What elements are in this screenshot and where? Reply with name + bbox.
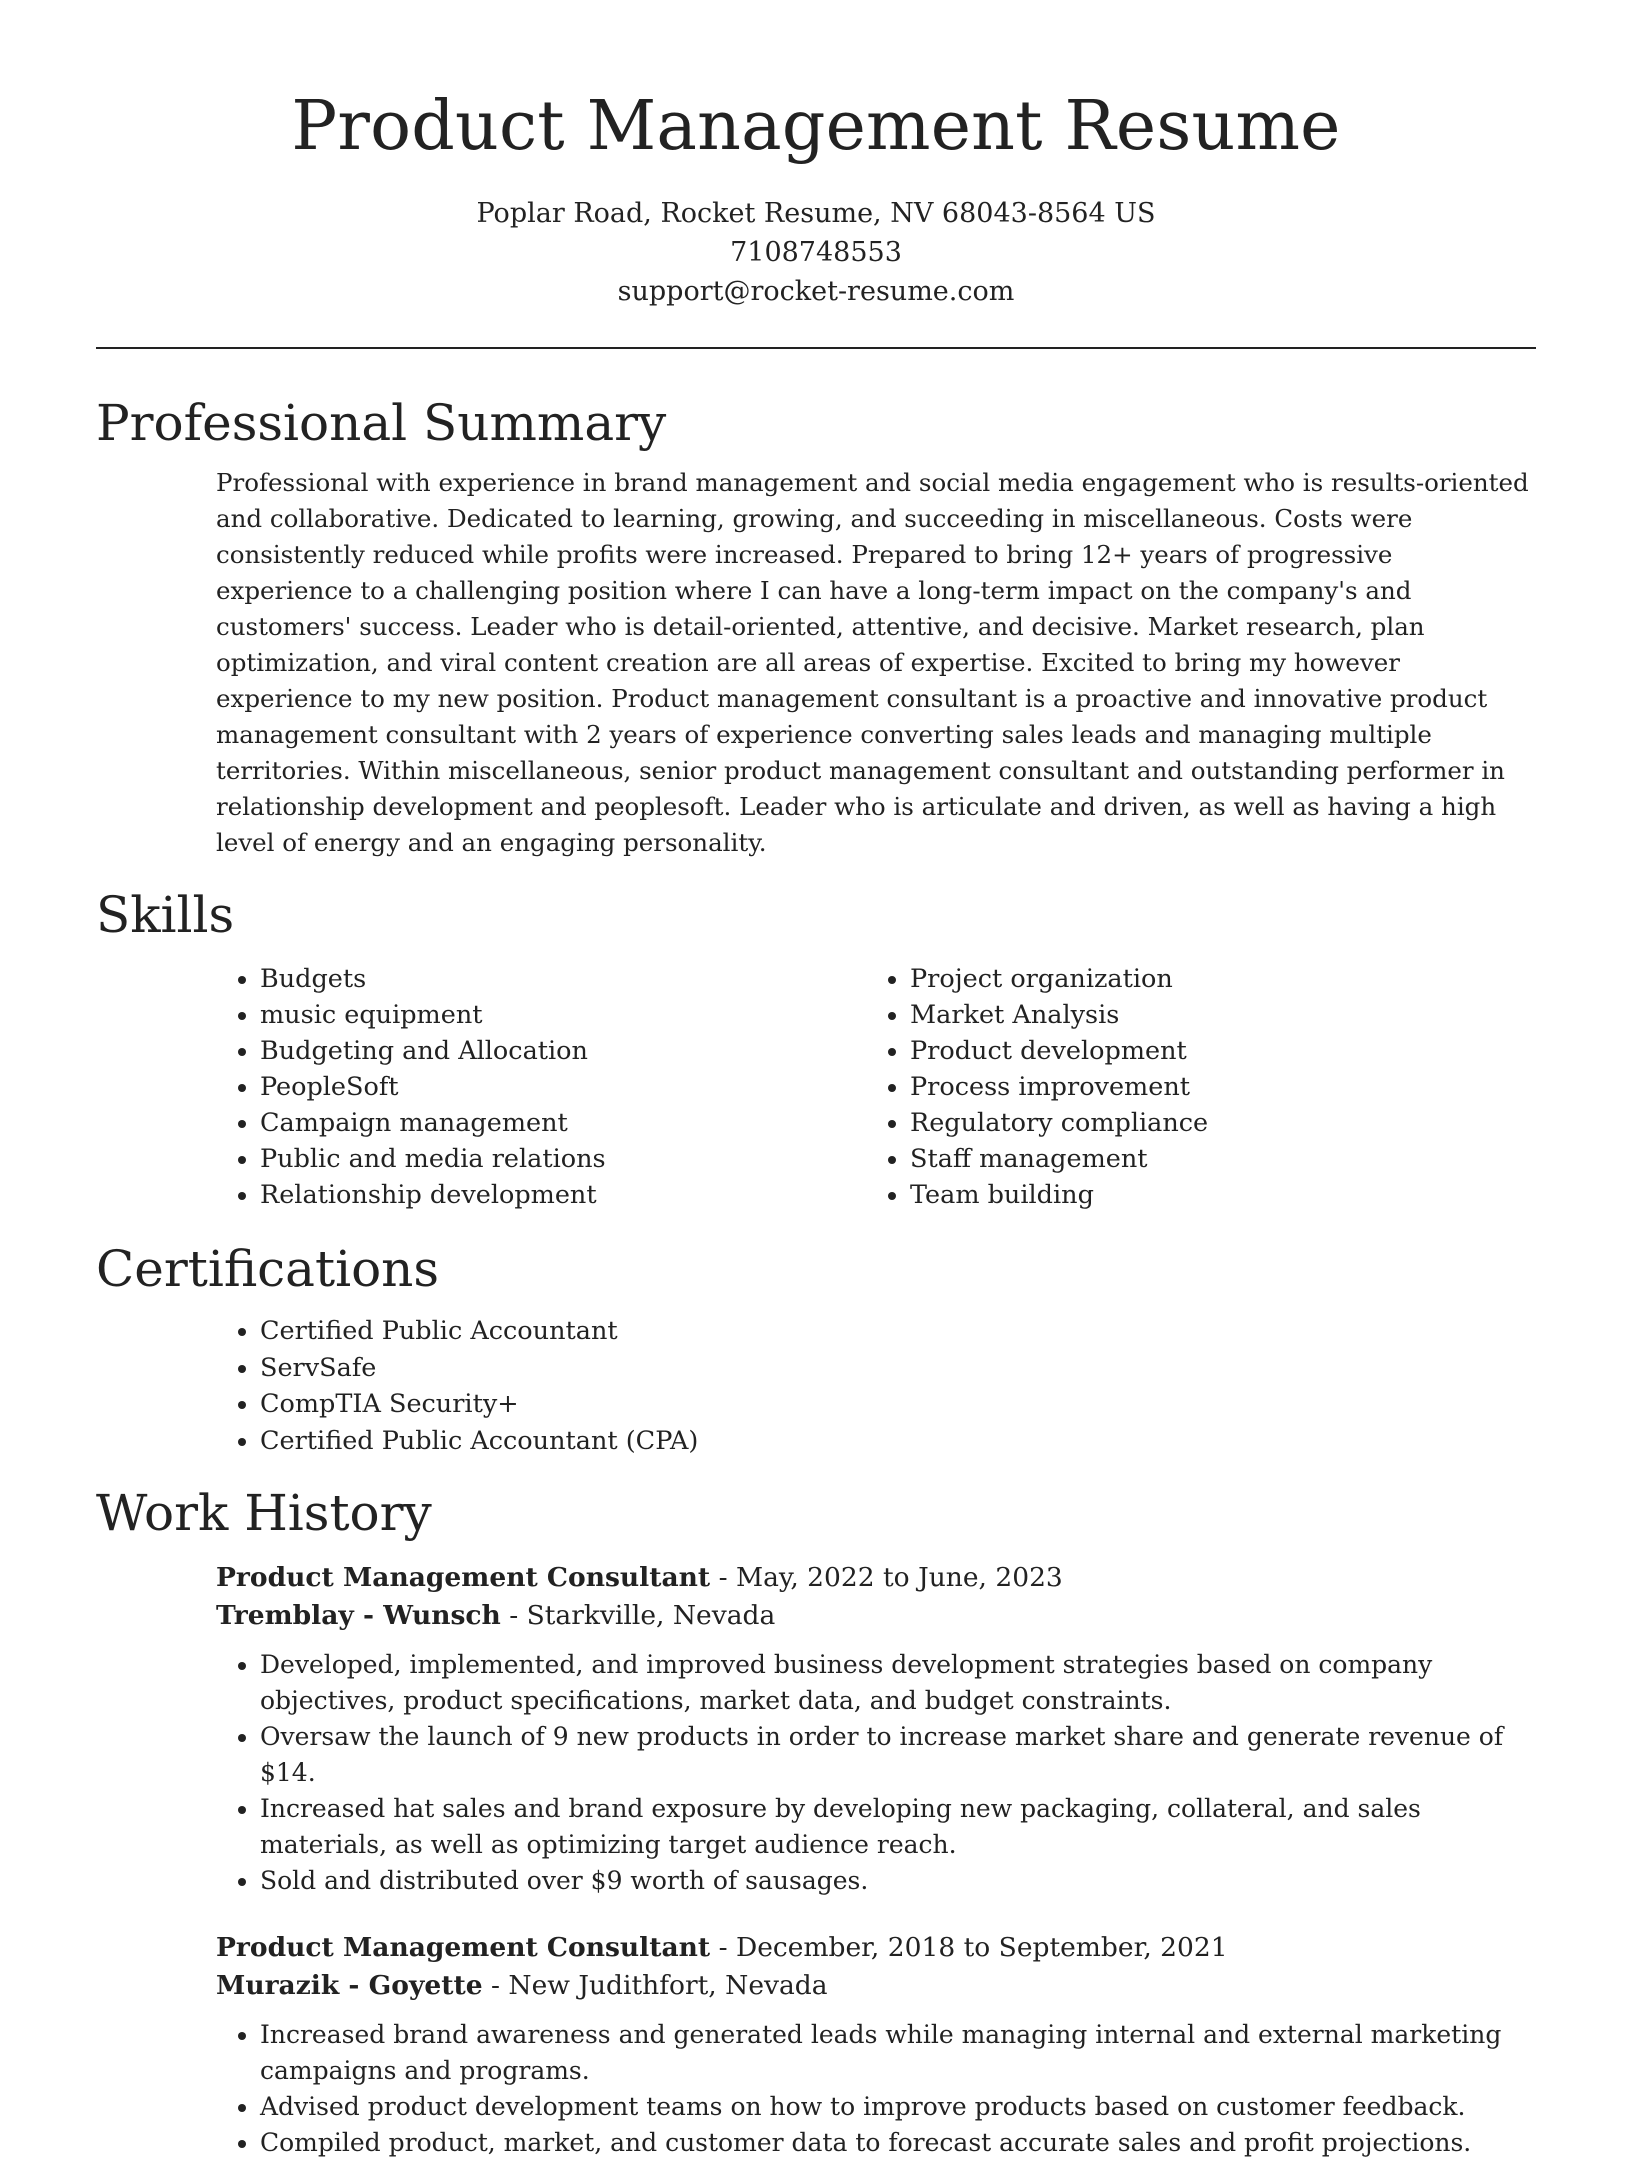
job-company: Murazik - Goyette: [216, 1970, 483, 2001]
job-bullet: • Increased hat sales and brand exposure by developing new packaging, collateral, and sales materials, as well as optimizing target audience reach.: [260, 1791, 1536, 1863]
job-entry: [216, 1559, 1536, 1899]
skill-item: • Market Analysis: [910, 997, 1396, 1033]
skills-columns: [96, 961, 1536, 1213]
skill-item: • Team building: [910, 1177, 1396, 1213]
job-bullet: • Advised product development teams on how to improve products based on customer feedback.: [260, 2089, 1536, 2125]
skill-item: • Public and media relations: [260, 1141, 746, 1177]
skill-item: • music equipment: [260, 997, 746, 1033]
resume-header: [96, 0, 1536, 311]
skills-section: [96, 883, 1536, 1213]
resume-title: Product Management Resume: [291, 87, 1341, 166]
job-dates: - December, 2018 to September, 2021: [710, 1932, 1228, 1963]
contact-block: [96, 194, 1536, 311]
certification-item: • Certified Public Accountant (CPA): [260, 1423, 1536, 1460]
skill-item: • Budgets: [260, 961, 746, 997]
job-bullet: • Compiled product, market, and customer data to forecast accurate sales and profit projections.: [260, 2125, 1536, 2161]
certification-item: • ServSafe: [260, 1350, 1536, 1387]
skill-item: • Product development: [910, 1033, 1396, 1069]
job-bullets: [216, 1647, 1536, 1899]
job-entry: [216, 1929, 1536, 2161]
job-title: Product Management Consultant: [216, 1932, 711, 1963]
certification-item: • Certified Public Accountant: [260, 1313, 1536, 1350]
work-history-heading: Work History: [96, 1484, 432, 1542]
certifications-list: [96, 1313, 1536, 1459]
skills-list-right: [746, 961, 1396, 1213]
certifications-heading: Certifications: [96, 1240, 440, 1298]
skill-item: • Regulatory compliance: [910, 1105, 1396, 1141]
skills-heading: Skills: [96, 886, 235, 944]
skill-item: • Campaign management: [260, 1105, 746, 1141]
job-bullets: [216, 2017, 1536, 2161]
skill-item: • Staff management: [910, 1141, 1396, 1177]
summary-section: [96, 391, 1536, 861]
summary-text: Professional with experience in brand management and social media engagement who is results-oriented and collaborative. Dedicated to learning, growing, and succeeding in miscellaneous. Costs were consistently reduced while profits were increased. Prepared to bring 12+ years of progressive experience to a challenging position where I can have a long-term impact on the company's and customers' success. Leader who is detail-oriented, attentive, and decisive. Market research, plan optimization, and viral content creation are all areas of expertise. Excited to bring my however experience to my new position. Product management consultant is a proactive and innovative product management consultant with 2 years of experience converting sales leads and managing multiple territories. Within miscellaneous, senior product management consultant and outstanding performer in relationship development and peoplesoft. Leader who is articulate and driven, as well as having a high level of energy and an engaging personality.: [216, 468, 1529, 857]
job-bullet: • Sold and distributed over $9 worth of sausages.: [260, 1863, 1536, 1899]
job-bullet: • Oversaw the launch of 9 new products in order to increase market share and generate revenue of $14.: [260, 1719, 1536, 1791]
skill-item: • Process improvement: [910, 1069, 1396, 1105]
contact-address: Poplar Road, Rocket Resume, NV 68043-8564 US: [476, 198, 1156, 229]
contact-email: support@rocket-resume.com: [617, 276, 1015, 307]
work-history-section: [96, 1481, 1536, 2161]
skill-item: • Relationship development: [260, 1177, 746, 1213]
job-title-line: [216, 1559, 1536, 1597]
resume-page: [96, 0, 1536, 2161]
job-dates: - May, 2022 to June, 2023: [710, 1562, 1063, 1593]
job-bullet: • Increased brand awareness and generated leads while managing internal and external marketing campaigns and programs.: [260, 2017, 1536, 2089]
skill-item: • Budgeting and Allocation: [260, 1033, 746, 1069]
job-company: Tremblay - Wunsch: [216, 1600, 501, 1631]
job-title: Product Management Consultant: [216, 1562, 711, 1593]
header-divider: [96, 347, 1536, 349]
job-location: - New Judithfort, Nevada: [482, 1970, 828, 2001]
job-title-line: [216, 1929, 1536, 1967]
certifications-section: [96, 1237, 1536, 1459]
job-company-line: [216, 1967, 1536, 2005]
summary-heading: Professional Summary: [96, 394, 667, 452]
job-bullet: • Developed, implemented, and improved business development strategies based on company objectives, product specifications, market data, and budget constraints.: [260, 1647, 1536, 1719]
certification-item: • CompTIA Security+: [260, 1386, 1536, 1423]
job-company-line: [216, 1597, 1536, 1635]
job-location: - Starkville, Nevada: [500, 1600, 776, 1631]
skill-item: • Project organization: [910, 961, 1396, 997]
skills-list-left: [96, 961, 746, 1213]
skill-item: • PeopleSoft: [260, 1069, 746, 1105]
contact-phone: 7108748553: [730, 237, 902, 268]
